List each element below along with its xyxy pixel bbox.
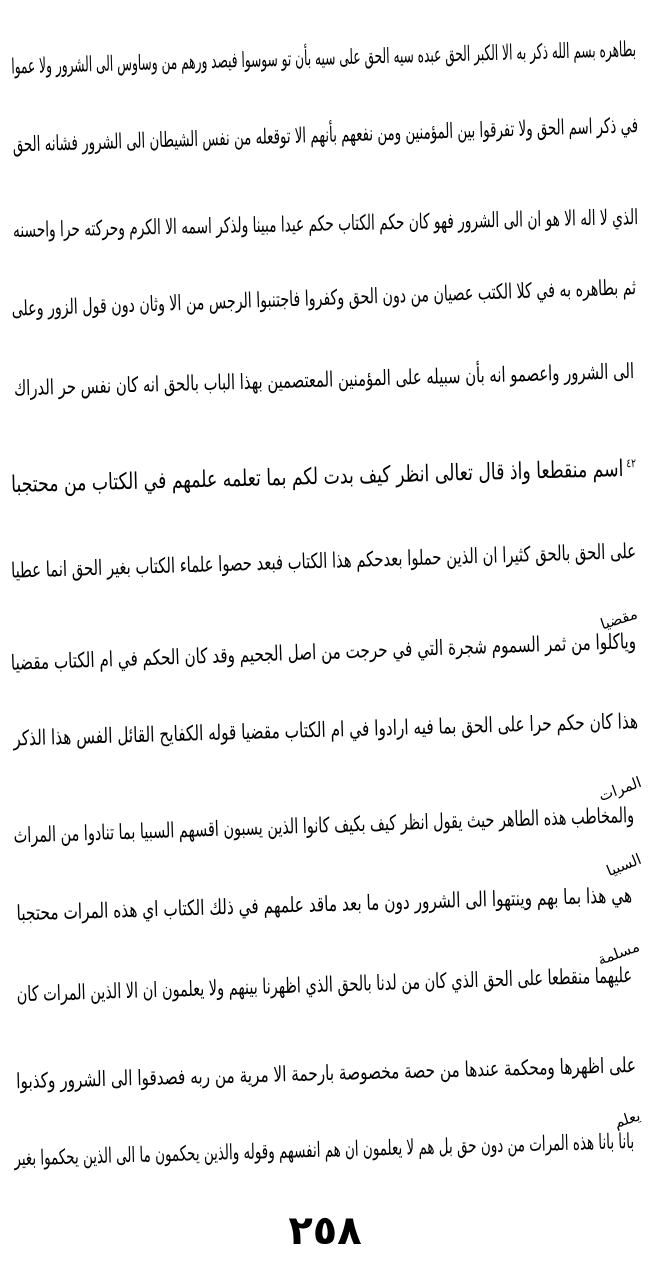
text-line-13: على اظهرها ومحكمة عندها من حصة مخصوصة بارحمة الا مرية من ربه فصدقوا الى الشرور وكذبوا [15,1053,637,1094]
text-line-7: على الحق بالحق كثيرا ان الذين حملوا بعدحكم هذا الكتاب فبعد حصوا علماء الكتاب بغير الحق انما عطيا [10,539,637,583]
marginal-note-4: مسلمة [595,937,642,969]
marginal-note-2: المرات [596,773,644,805]
page-number: ٢٥٨ [288,1208,362,1254]
text-line-10: والمخاطب هذه الطاهر حيث يقول انظر كيف بكيف كانوا الذين يسبون اقسهم السبيا بما تنادوا من المراث [13,803,635,848]
text-line-3: الذي لا اله الا هو ان الى الشرور فهو كان حكم الكتاب حكم عيدا مبينا ولذكر اسمه الا الكرم وحركته حرا واحسنه [12,205,639,243]
marginal-note-1: مقضيا [598,604,640,634]
text-line-2: في ذكر اسم الحق ولا تفرقوا بين المؤمنين ومن نفعهم بأنهم الا توقعله من نفس الشيطان الى الشرور فشانه الحق [12,113,639,157]
marginal-note-3: السبيا [604,849,645,881]
text-line-8: وياكلوا من ثمر السموم شجرة التي في حرجت من اصل الجحيم وقد كان الحكم في ام الكتاب مقضيا [10,629,637,675]
verse-marker: ٤٢ [626,456,637,471]
text-line-1: بطاهره بسم الله ذكر به الا الكبر الحق عبده سيه الحق على سيه بأن تو سوسوا فيصد ورهم من وساوس الى الشرور ولا عموا [10,37,637,79]
text-line-14: بانا بانا هذه المرات من دون حق بل هم لا يعلمون ان هم انفسهم وقوله والذين يحكمون ما الى الذين يحكموا بغير [13,1129,635,1171]
marginal-note-5: يعلم [611,1106,643,1132]
text-line-9: هذا كان حكم حرا على الحق بما فيه ارادوا في ام الكتاب مقضيا قوله الكفايح القائل الفس هذا الذكر [12,709,639,751]
text-line-12: عليهما منقطعا على الحق الذي كان من لدنا بالحق الذي اظهرنا بينهم ولا يعلمون ان الا الذين المرات كان [16,963,633,1007]
text-line-6 [10,448,637,499]
text-line-11: هي هذا بما بهم وينتهوا الى الشرور دون ما بعد ماقد علمهم في ذلك الكتاب اي هذه المرات محتجبا [16,883,633,926]
text-line-4: ثم بطاهره به في كلا الكتب عصيان من دون الحق وكفروا فاجتنبوا الرجس من الا وثان دون قول الزور وعلى [11,275,637,321]
text-line-6-content: اسم منقطعا واذ قال تعالى انظر كيف بدت لكم بما تعلمه علمهم في الكتاب من محتجبا [10,455,624,499]
text-line-5: الى الشرور واعصمو انه بأن سبيله على المؤمنين المعتصمين بهذا الباب بالحق انه كان نفس حر الدراك [13,359,635,401]
